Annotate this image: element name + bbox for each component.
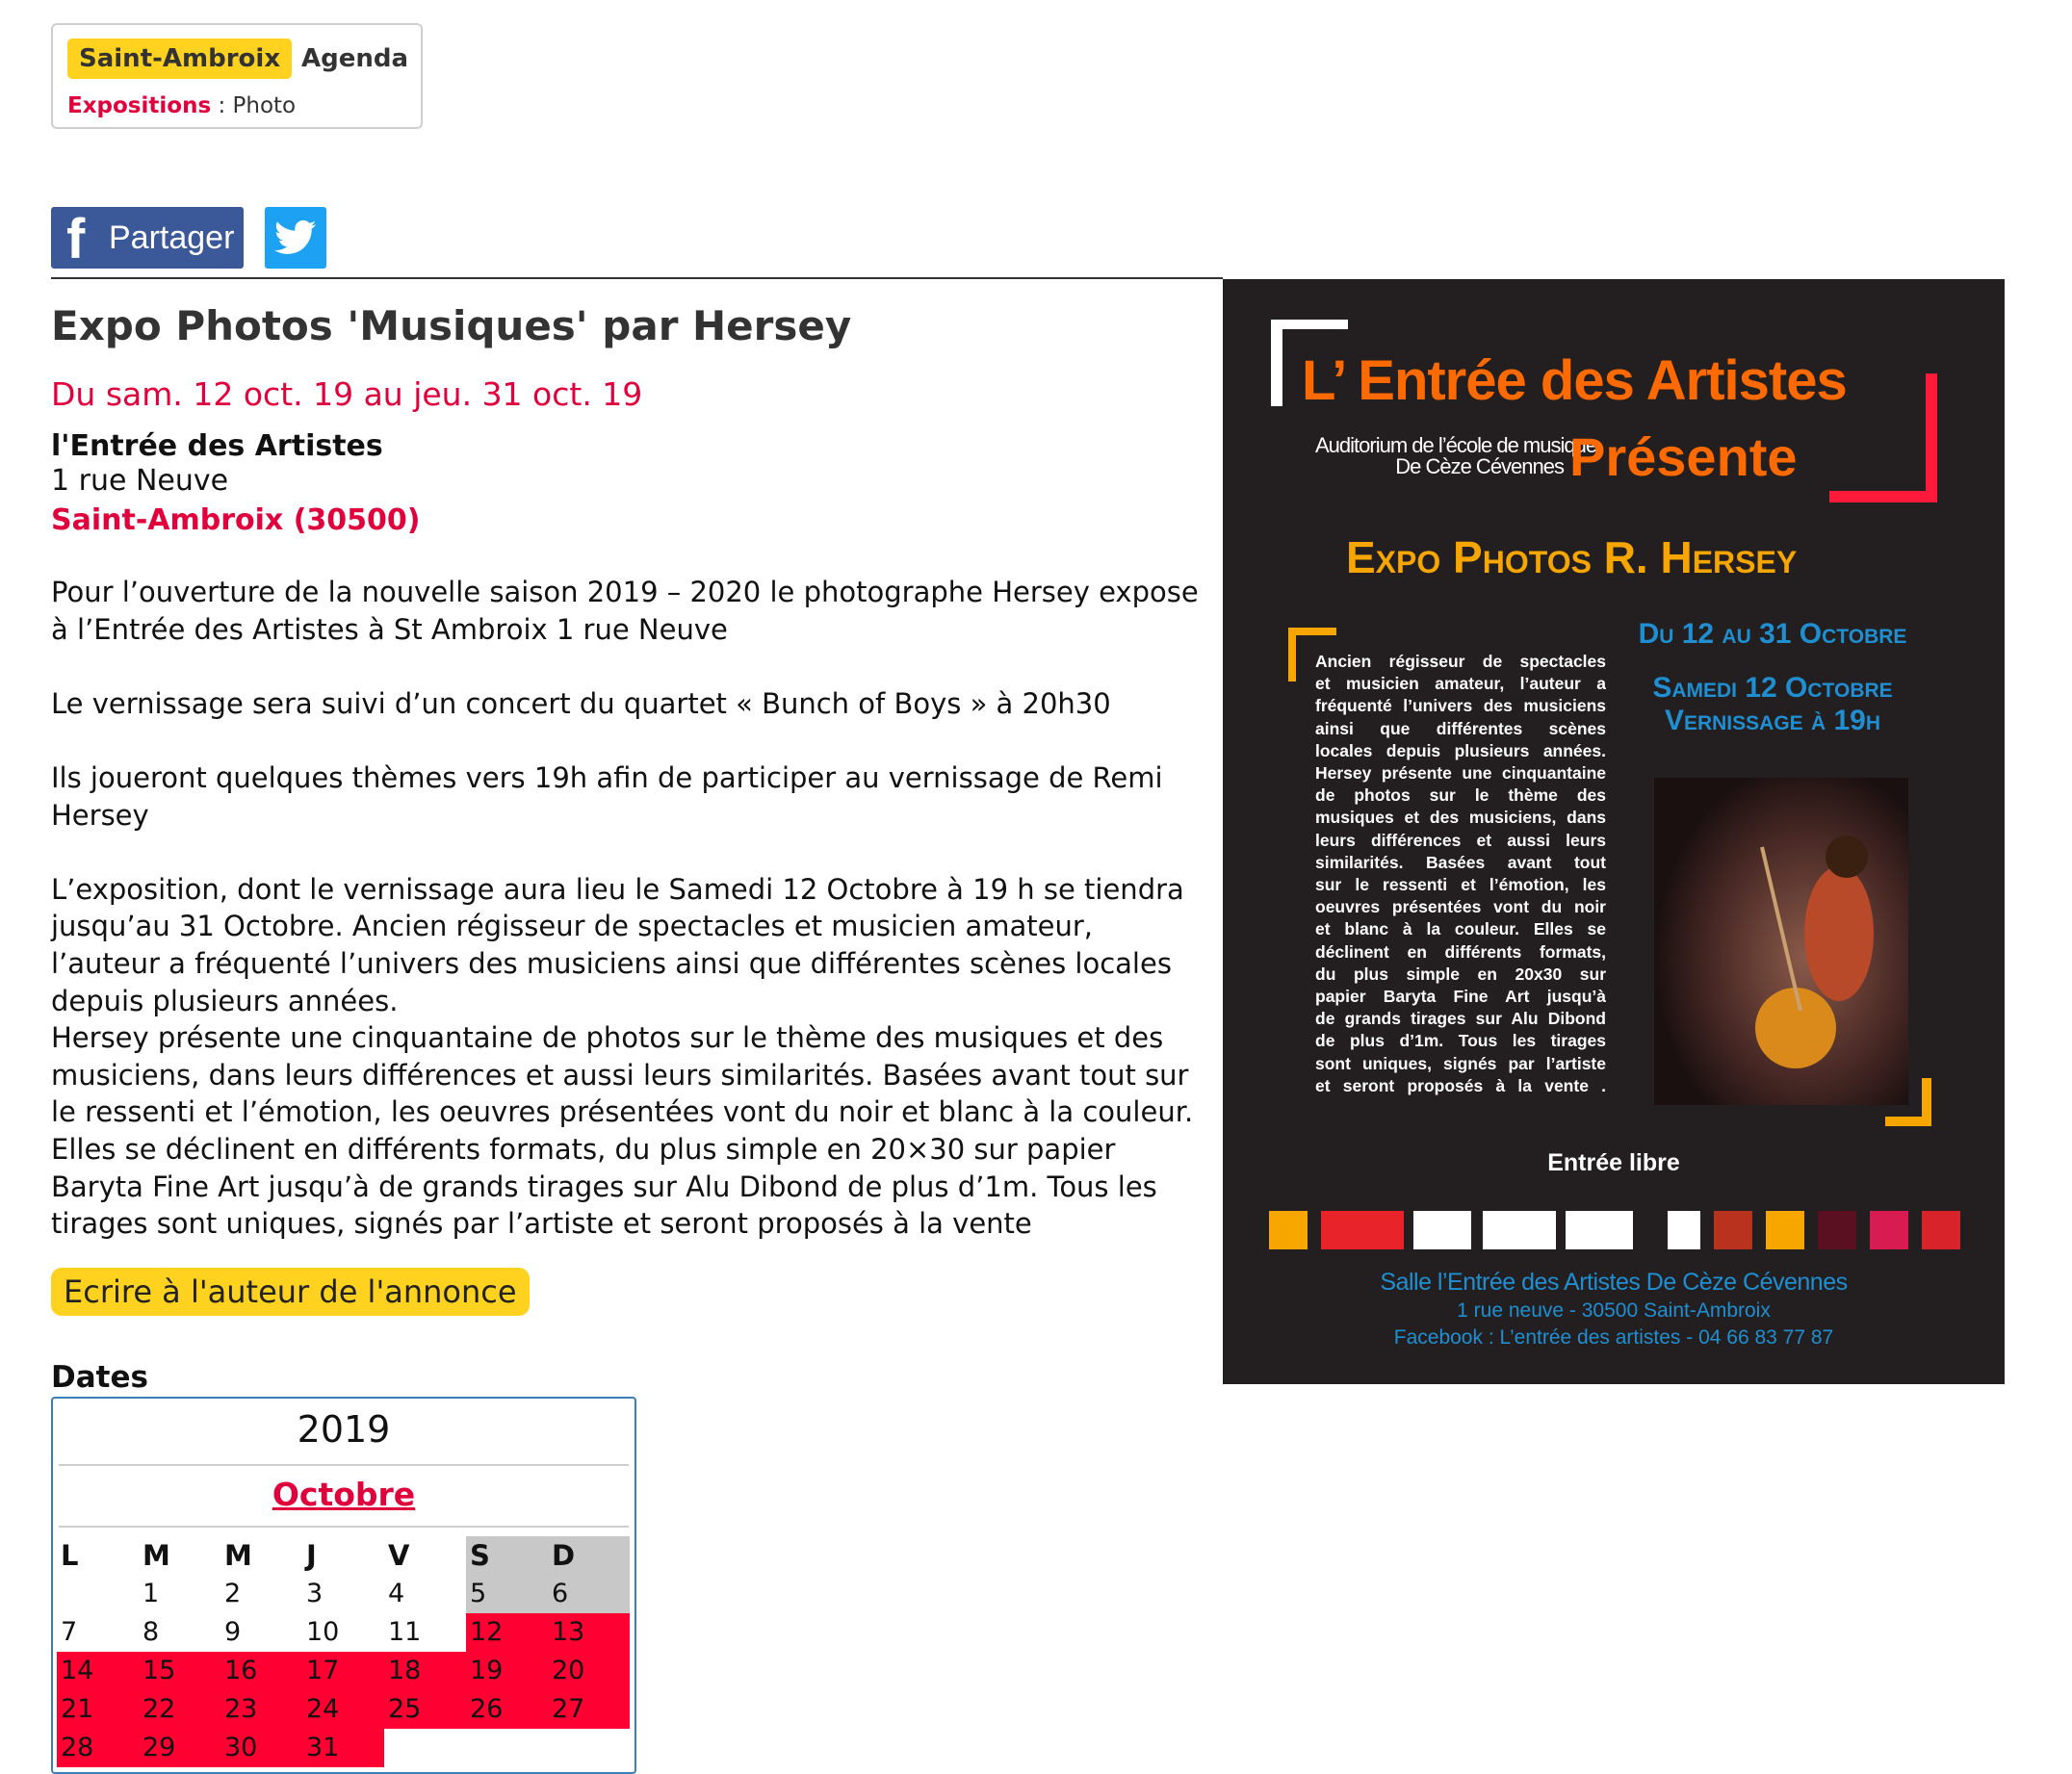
poster-footer-line3: Facebook : L’entrée des artistes - 04 66 83 77 87 xyxy=(1393,1326,1834,1349)
poster-body-line: sont uniques, signés par l’artiste xyxy=(1315,1053,1606,1073)
calendar-day: 16 xyxy=(220,1652,302,1690)
calendar-day: 21 xyxy=(57,1690,139,1729)
poster-body-line: déclinent en différents formats, xyxy=(1315,941,1606,962)
event-description xyxy=(51,574,1206,1243)
calendar-day: 25 xyxy=(384,1690,466,1729)
description-paragraph: Pour l’ouverture de la nouvelle saison 2019 – 2020 le photographe Hersey expose à l’Entrée des Artistes à St Ambroix 1 rue Neuve xyxy=(51,576,1199,646)
twitter-bird-icon xyxy=(274,219,317,257)
poster-body-line: et blanc à la couleur. Elles se xyxy=(1315,919,1606,939)
poster-logo xyxy=(1668,1211,1700,1249)
calendar-day: 19 xyxy=(466,1652,548,1690)
breadcrumb-category xyxy=(67,89,296,123)
poster-logo xyxy=(1269,1211,1308,1249)
calendar-year: 2019 xyxy=(297,1408,391,1451)
event-poster xyxy=(1223,279,2005,1384)
poster-subtitle-line1: Auditorium de l’école de musique xyxy=(1315,433,1597,457)
calendar-day: 18 xyxy=(384,1652,466,1690)
poster-footer-line2: 1 rue neuve - 30500 Saint-Ambroix xyxy=(1457,1299,1771,1322)
poster-body-line: musiques et des musiciens, dans xyxy=(1315,808,1606,828)
calendar-weekday-header: M xyxy=(224,1539,252,1572)
poster-logo xyxy=(1413,1211,1471,1249)
calendar-divider xyxy=(59,1464,629,1466)
poster-logo xyxy=(1922,1211,1960,1249)
poster-subtitle-line2: De Cèze Cévennes xyxy=(1395,454,1564,478)
poster-body-line: du plus simple en 20x30 sur xyxy=(1315,964,1606,984)
poster-body-line: papier Baryta Fine Art jusqu’à xyxy=(1315,987,1606,1007)
poster-vernissage-line2: Vernissage à 19h xyxy=(1664,705,1881,736)
calendar-day: 24 xyxy=(302,1690,384,1729)
calendar-day: 30 xyxy=(220,1729,302,1767)
venue-city-link[interactable]: Saint-Ambroix (30500) xyxy=(51,503,421,537)
facebook-icon: f xyxy=(66,208,86,270)
calendar-divider xyxy=(59,1526,629,1528)
twitter-share-button[interactable] xyxy=(265,207,326,269)
poster-logo xyxy=(1321,1211,1404,1249)
calendar-day: 3 xyxy=(306,1579,324,1608)
calendar-weekday-header: V xyxy=(388,1539,410,1572)
calendar-day: 14 xyxy=(57,1652,139,1690)
facebook-share-button[interactable] xyxy=(51,207,244,269)
event-date-range: Du sam. 12 oct. 19 au jeu. 31 oct. 19 xyxy=(51,375,643,413)
poster-body-line: et musicien amateur, l’auteur a xyxy=(1315,674,1606,694)
poster-body-line: fréquenté l’univers des musiciens xyxy=(1315,696,1606,716)
poster-expo-heading: Expo Photos R. Hersey xyxy=(1346,532,1798,582)
calendar-day: 13 xyxy=(548,1613,630,1652)
poster-title: L’ Entrée des Artistes xyxy=(1302,349,1847,412)
description-paragraph: Le vernissage sera suivi d’un concert du quartet « Bunch of Boys » à 20h30 xyxy=(51,686,1111,720)
divider xyxy=(51,277,1223,279)
poster-body-text xyxy=(1315,651,1606,1097)
poster-photo-kora xyxy=(1755,988,1836,1068)
venue-street: 1 rue Neuve xyxy=(51,464,229,498)
calendar-month-link[interactable]: Octobre xyxy=(272,1476,416,1513)
breadcrumb-town-link[interactable]: Saint-Ambroix xyxy=(67,39,292,79)
calendar-day: 22 xyxy=(139,1690,220,1729)
calendar-day: 15 xyxy=(139,1652,220,1690)
calendar-day: 10 xyxy=(306,1617,340,1647)
calendar-day: 31 xyxy=(302,1729,384,1767)
description-paragraph: Ils joueront quelques thèmes vers 19h afin de participer au vernissage de Remi Hersey xyxy=(51,760,1163,832)
poster-body-line: oeuvres présentées vont du noir xyxy=(1315,897,1606,917)
calendar-day: 17 xyxy=(302,1652,384,1690)
calendar xyxy=(51,1397,636,1774)
calendar-day: 2 xyxy=(224,1579,242,1608)
calendar-day: 5 xyxy=(466,1575,548,1613)
facebook-share-label: Partager xyxy=(109,219,235,256)
poster-presente: Présente xyxy=(1569,426,1798,487)
contact-author-button[interactable]: Ecrire à l'auteur de l'annonce xyxy=(51,1268,530,1316)
description-paragraph: Hersey présente une cinquantaine de photos sur le thème des musiques et des musiciens, dans leurs différences et aussi leurs similarités. Basées avant tout sur le ressenti et l’émotion, les oeuvres présentées vont du noir et blanc à la couleur. Elles se déclinent en différents formats, du plus simple en 20×30 sur papier Baryta Fine Art jusqu’à de grands tirages sur Alu Dibond de plus d’1m. Tous les tirages sont uniques, signés par l’artiste et seront proposés à la vente xyxy=(51,1021,1194,1241)
poster-body-line: de photos sur le thème des xyxy=(1315,785,1606,806)
poster-body-line: Ancien régisseur de spectacles xyxy=(1315,652,1606,671)
calendar-weekday-header: S xyxy=(466,1536,548,1575)
poster-logo xyxy=(1714,1211,1752,1249)
calendar-weekday-header: L xyxy=(61,1539,79,1572)
poster-body-line: de plus d’1m. Tous les tirages xyxy=(1315,1031,1606,1051)
poster-body-line: de grands tirages sur Alu Dibond xyxy=(1315,1009,1606,1029)
breadcrumb-category-link[interactable]: Expositions xyxy=(67,93,212,118)
poster-body-line: sur le ressenti et l’émotion, les xyxy=(1315,875,1606,895)
dates-heading: Dates xyxy=(51,1360,148,1395)
poster-footer-line1: Salle l’Entrée des Artistes De Cèze Cévennes xyxy=(1380,1269,1848,1296)
calendar-day: 1 xyxy=(142,1579,160,1608)
calendar-day: 8 xyxy=(142,1617,160,1647)
breadcrumb-separator: : xyxy=(218,93,226,118)
poster-logo xyxy=(1483,1211,1556,1249)
calendar-day: 28 xyxy=(57,1729,139,1767)
calendar-weekday-header: M xyxy=(142,1539,170,1572)
poster-body-line: Hersey présente une cinquantaine xyxy=(1315,763,1606,784)
poster-body-line: similarités. Basées avant tout xyxy=(1315,852,1606,872)
calendar-day: 29 xyxy=(139,1729,220,1767)
breadcrumb xyxy=(51,23,423,129)
venue-name: l'Entrée des Artistes xyxy=(51,429,383,463)
calendar-day: 27 xyxy=(548,1690,630,1729)
calendar-day: 11 xyxy=(388,1617,422,1647)
poster-body-line: et seront proposés à la vente . xyxy=(1315,1075,1606,1095)
poster-photo-musician xyxy=(1804,866,1874,1001)
calendar-weekday-header: D xyxy=(548,1536,630,1575)
poster-body-line: leurs différences et aussi leurs xyxy=(1315,830,1606,850)
event-title: Expo Photos 'Musiques' par Hersey xyxy=(51,302,852,349)
calendar-day: 20 xyxy=(548,1652,630,1690)
poster-logo xyxy=(1818,1211,1856,1249)
poster-dates: Du 12 au 31 Octobre xyxy=(1638,618,1907,650)
calendar-day: 9 xyxy=(224,1617,242,1647)
poster-vernissage-line1: Samedi 12 Octobre xyxy=(1652,672,1893,704)
calendar-weekday-header: J xyxy=(306,1539,317,1572)
poster-body-line: ainsi que différentes scènes xyxy=(1315,718,1606,738)
calendar-day: 12 xyxy=(466,1613,548,1652)
calendar-day: 23 xyxy=(220,1690,302,1729)
breadcrumb-agenda-link[interactable]: Agenda xyxy=(301,44,409,73)
poster-logo xyxy=(1766,1211,1804,1249)
poster-entree-libre: Entrée libre xyxy=(1547,1149,1680,1176)
poster-body-line: locales depuis plusieurs années. xyxy=(1315,740,1606,760)
poster-logo xyxy=(1870,1211,1908,1249)
breadcrumb-subcategory: Photo xyxy=(232,93,297,118)
calendar-day: 26 xyxy=(466,1690,548,1729)
calendar-day: 6 xyxy=(548,1575,630,1613)
description-paragraph: L’exposition, dont le vernissage aura lieu le Samedi 12 Octobre à 19 h se tiendra jusqu’au 31 Octobre. Ancien régisseur de spectacles et musicien amateur, l’auteur a fréquenté l’univers des musiciens ainsi que différentes scènes locales depuis plusieurs années. xyxy=(51,872,1184,1017)
calendar-day: 4 xyxy=(388,1579,405,1608)
poster-logo xyxy=(1566,1211,1633,1249)
calendar-day: 7 xyxy=(61,1617,78,1647)
